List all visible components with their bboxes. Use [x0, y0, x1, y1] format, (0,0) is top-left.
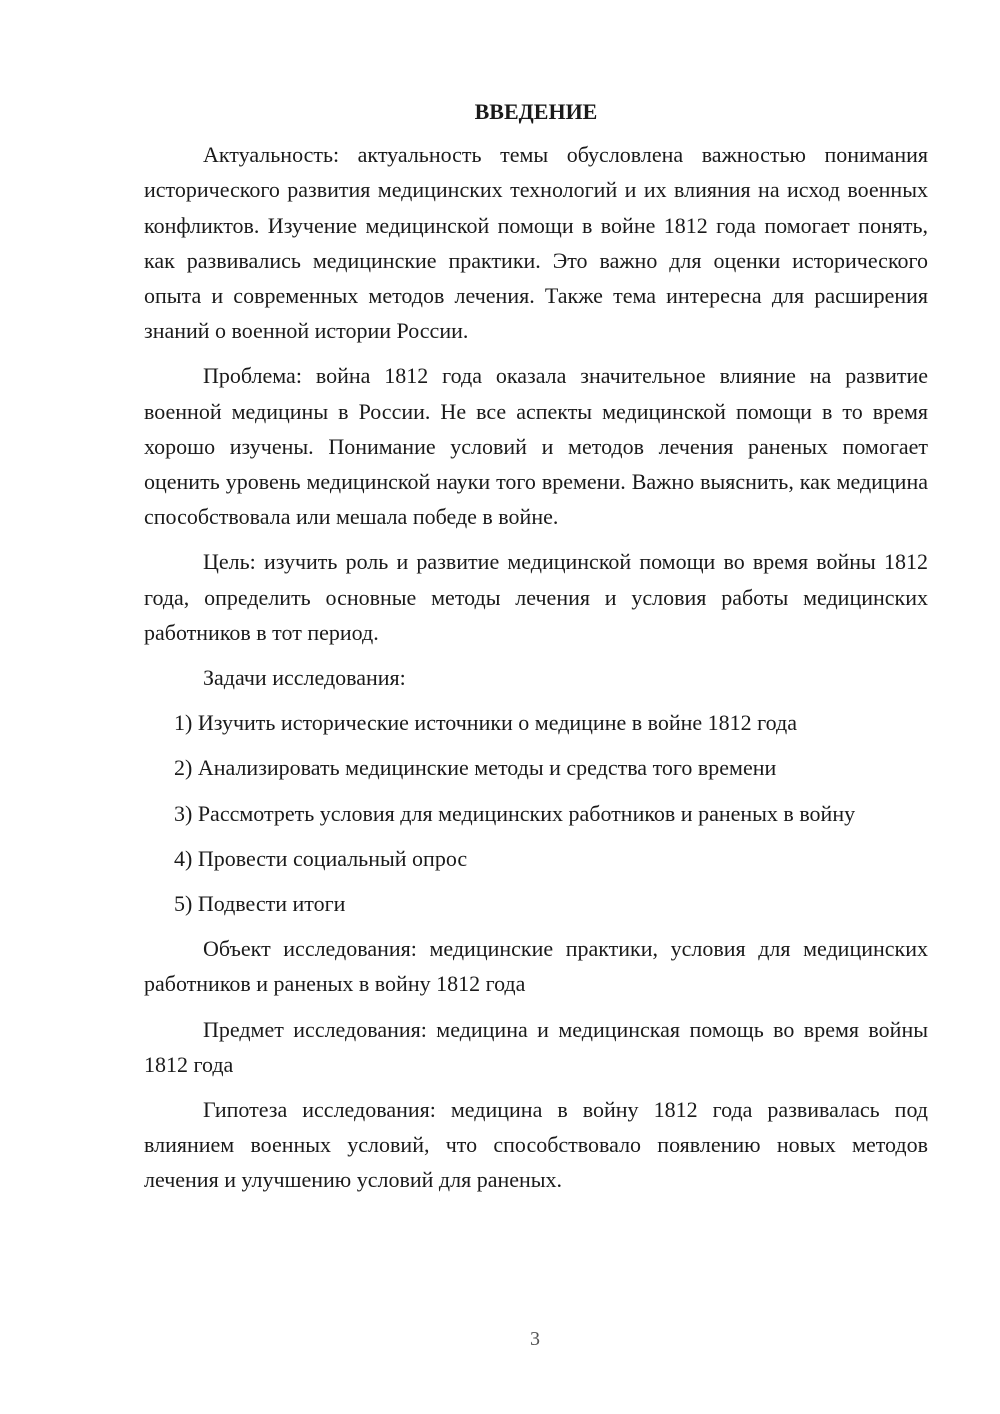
relevance-paragraph: Актуальность: актуальность темы обусловлена важностью понимания исторического развития медицинских технологий и их влияния на исход военных конфликтов. Изучение медицинской помощи в войне 1812 года помогает понять, как развивались медицинские практики. Это важно для оценки исторического опыта и современных методов лечения. Также тема интересна для расширения знаний о военной истории России.: [144, 142, 928, 344]
subject-paragraph: Предмет исследования: медицина и медицинская помощь во время войны 1812 года: [144, 1016, 928, 1077]
problem-paragraph: Проблема: война 1812 года оказала значительное влияние на развитие военной медицины в России. Не все аспекты медицинской помощи в то время хорошо изучены. Понимание условий и методов лечения раненых помогает оценить уровень медицинской науки того времени. Важно выяснить, как медицина способствовала или мешала победе в войне.: [144, 363, 928, 530]
task-item-2: 2) Анализировать медицинские методы и средства того времени: [174, 755, 777, 781]
document-body: [144, 94, 928, 1198]
object-paragraph: Объект исследования: медицинские практики, условия для медицинских работников и раненых в войну 1812 года: [144, 936, 928, 997]
section-heading: ВВЕДЕНИЕ: [474, 99, 598, 124]
page-number: 3: [530, 1328, 540, 1350]
task-item-5: 5) Подвести итоги: [174, 891, 346, 917]
tasks-heading: Задачи исследования:: [203, 665, 406, 691]
task-item-3: 3) Рассмотреть условия для медицинских работников и раненых в войну: [174, 800, 856, 826]
goal-paragraph: Цель: изучить роль и развитие медицинской помощи во время войны 1812 года, определить основные методы лечения и условия работы медицинских работников в тот период.: [144, 549, 928, 645]
hypothesis-paragraph: Гипотеза исследования: медицина в войну 1812 года развивалась под влиянием военных условий, что способствовало появлению новых методов лечения и улучшению условий для раненых.: [144, 1097, 928, 1193]
task-item-1: 1) Изучить исторические источники о медицине в войне 1812 года: [174, 710, 797, 736]
task-item-4: 4) Провести социальный опрос: [174, 845, 468, 871]
